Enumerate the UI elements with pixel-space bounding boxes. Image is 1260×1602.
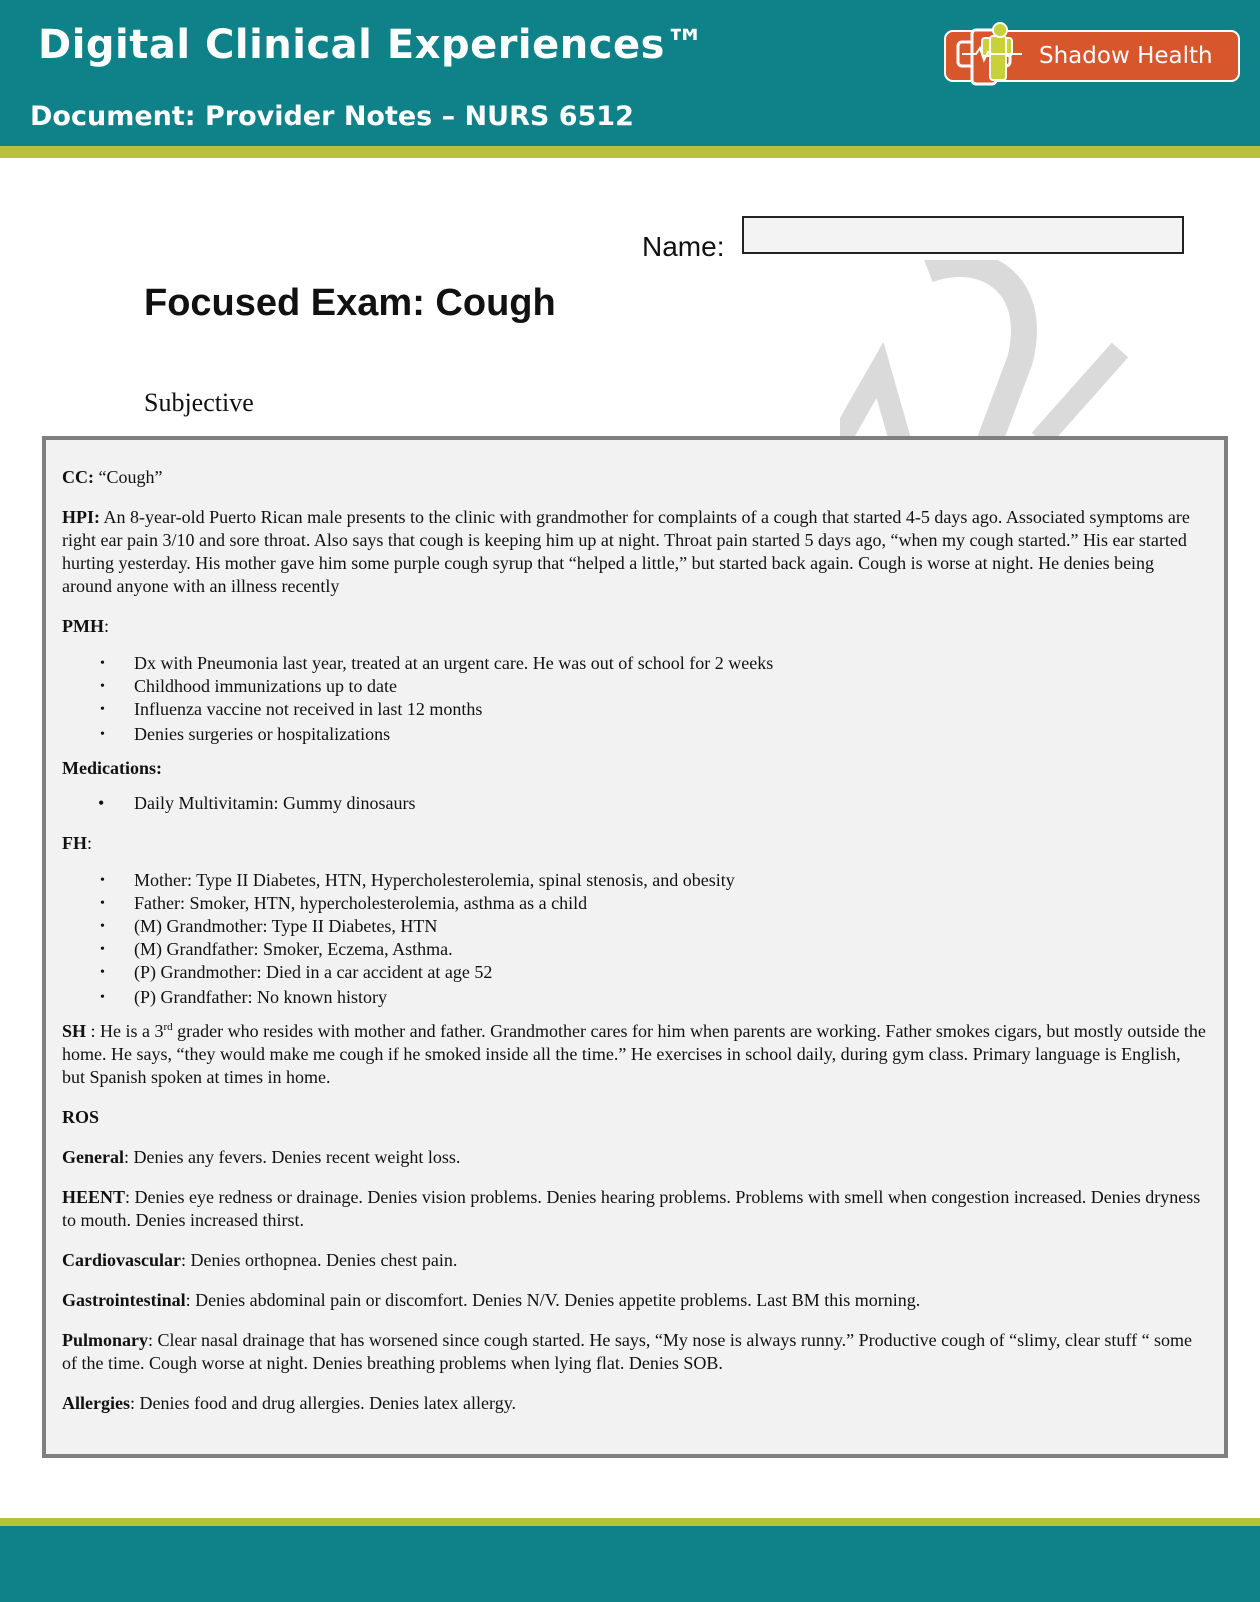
bullet-icon: •	[98, 793, 105, 813]
list-item	[62, 723, 1208, 746]
provider-notes-box	[42, 436, 1228, 1458]
watermark-numeral	[840, 260, 1160, 440]
gastrointestinal-label: Gastrointestinal	[62, 1290, 186, 1310]
cc-text: “Cough”	[94, 467, 163, 487]
list-item	[62, 675, 1208, 698]
list-item	[62, 986, 1208, 1009]
medications-entry	[62, 757, 1208, 780]
hpi-text: An 8-year-old Puerto Rican male presents to the clinic with grandmother for complaints of a cough that started 4-5 days ago. Associated symptoms are right ear pain 3/10 and sore throat. Also says that cough is keeping him up at night. Throat pain started 5 days ago, “when my cough started.” His ear started hurting yesterday. His mother gave him some purple cough syrup that “helped a little,” but started back again. Cough is worse at night. He denies being around anyone with an illness recently	[62, 507, 1190, 596]
hpi-entry	[62, 506, 1208, 598]
list-item-text: Denies surgeries or hospitalizations	[134, 724, 391, 744]
pulmonary-text: : Clear nasal drainage that has worsened since cough started. He says, “My nose is always runny.” Productive cough of “slimy, clear stuff “ some of the time. Cough worse at night. Denies breathing problems when lying flat. Denies SOB.	[62, 1330, 1193, 1373]
list-item-text: Influenza vaccine not received in last 12 months	[134, 699, 483, 719]
list-item-text: Father: Smoker, HTN, hypercholesterolemia, asthma as a child	[134, 893, 588, 913]
pmh-colon: :	[104, 616, 110, 636]
list-item	[62, 961, 1208, 984]
brand-title: Digital Clinical Experiences™	[38, 22, 706, 68]
ros-label: ROS	[62, 1107, 100, 1127]
heent-text: : Denies eye redness or drainage. Denies vision problems. Denies hearing problems. Problems with smell when congestion increased. Denies dryness to mouth. Denies increased thirst.	[62, 1187, 1201, 1230]
pulmonary-label: Pulmonary	[62, 1330, 149, 1350]
footer-accent-stripe	[0, 1518, 1260, 1526]
fh-label: FH	[62, 833, 87, 853]
footer-banner	[0, 1526, 1260, 1602]
medications-label: Medications:	[62, 758, 162, 778]
general-text: : Denies any fevers. Denies recent weight loss.	[123, 1147, 461, 1167]
ros-entry	[62, 1106, 1208, 1129]
fh-list	[62, 869, 1208, 1009]
heent-label: HEENT	[62, 1187, 126, 1207]
pmh-label: PMH	[62, 616, 104, 636]
pmh-list	[62, 652, 1208, 746]
general-label: General	[62, 1147, 124, 1167]
bullet-icon: •	[100, 656, 105, 671]
general-entry	[62, 1146, 1208, 1169]
list-item	[62, 698, 1208, 721]
list-item-text: Dx with Pneumonia last year, treated at an urgent care. He was out of school for 2 weeks	[134, 653, 774, 673]
sh-label: SH	[62, 1021, 87, 1041]
hpi-label: HPI:	[62, 507, 100, 527]
sh-superscript: rd	[163, 1021, 173, 1033]
list-item-text: (M) Grandfather: Smoker, Eczema, Asthma.	[134, 939, 453, 959]
list-item-text: Mother: Type II Diabetes, HTN, Hypercholesterolemia, spinal stenosis, and obesity	[134, 870, 735, 890]
list-item	[62, 892, 1208, 915]
bullet-icon: •	[100, 919, 105, 934]
cardiovascular-label: Cardiovascular	[62, 1250, 181, 1270]
list-item-text: (M) Grandmother: Type II Diabetes, HTN	[134, 916, 438, 936]
list-item	[62, 792, 1208, 815]
cc-label: CC:	[62, 467, 94, 487]
sh-entry	[62, 1020, 1208, 1089]
exam-title: Focused Exam: Cough	[144, 282, 556, 324]
list-item	[62, 938, 1208, 961]
fh-colon: :	[87, 833, 93, 853]
bullet-icon: •	[100, 679, 105, 694]
bullet-icon: •	[100, 702, 105, 717]
medications-list	[62, 792, 1208, 815]
allergies-label: Allergies	[62, 1393, 130, 1413]
list-item	[62, 869, 1208, 892]
bullet-icon: •	[100, 727, 105, 742]
bullet-icon: •	[100, 873, 105, 888]
list-item-text: Childhood immunizations up to date	[134, 676, 397, 696]
allergies-text: : Denies food and drug allergies. Denies latex allergy.	[129, 1393, 517, 1413]
header-accent-stripe	[0, 146, 1260, 158]
document-title: Document: Provider Notes – NURS 6512	[30, 101, 634, 132]
fh-entry	[62, 832, 1208, 855]
name-input[interactable]	[742, 216, 1184, 254]
list-item	[62, 652, 1208, 675]
shadow-health-logo	[944, 22, 1240, 88]
section-title: Subjective	[144, 388, 254, 417]
list-item-text: (P) Grandmother: Died in a car accident at age 52	[134, 962, 493, 982]
person-cross-icon	[952, 22, 1032, 88]
pmh-entry	[62, 615, 1208, 638]
cardiovascular-text: : Denies orthopnea. Denies chest pain.	[181, 1250, 458, 1270]
list-item-text: Daily Multivitamin: Gummy dinosaurs	[134, 793, 416, 813]
gastrointestinal-text: : Denies abdominal pain or discomfort. Denies N/V. Denies appetite problems. Last BM this morning.	[185, 1290, 921, 1310]
bullet-icon: •	[100, 896, 105, 911]
sh-text-after: grader who resides with mother and father. Grandmother cares for him when parents are working. Father smokes cigars, but mostly outside the home. He says, “they would make me cough if he smoked inside all the time.” He exercises in school daily, during gym class. Primary language is English, but Spanish spoken at times in home.	[62, 1021, 1206, 1087]
heent-entry	[62, 1186, 1208, 1232]
pulmonary-entry	[62, 1329, 1208, 1375]
cardiovascular-entry	[62, 1249, 1208, 1272]
sh-text-before: : He is a 3	[86, 1021, 164, 1041]
bullet-icon: •	[100, 965, 105, 980]
name-label: Name:	[642, 231, 725, 262]
logo-text: Shadow Health	[1039, 43, 1213, 69]
bullet-icon: •	[100, 942, 105, 957]
header-banner	[0, 0, 1260, 146]
bullet-icon: •	[100, 990, 105, 1005]
cc-entry	[62, 466, 1208, 489]
list-item-text: (P) Grandfather: No known history	[134, 987, 387, 1007]
gastrointestinal-entry	[62, 1289, 1208, 1312]
allergies-entry	[62, 1392, 1208, 1415]
list-item	[62, 915, 1208, 938]
